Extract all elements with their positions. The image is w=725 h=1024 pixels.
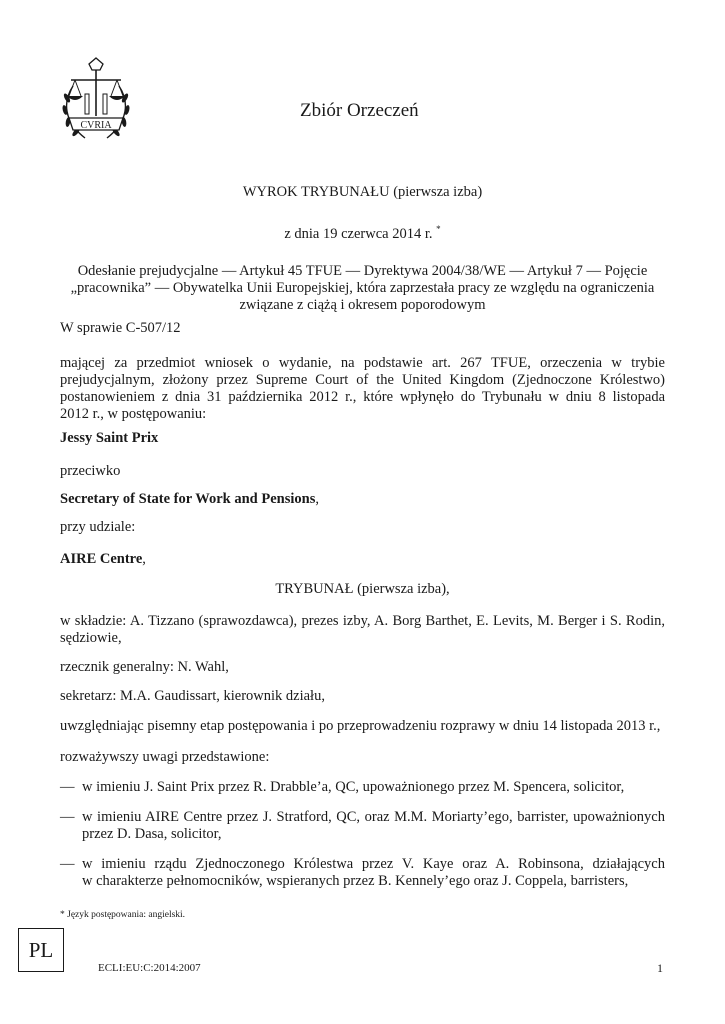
keywords-line-2: „pracownika” — Obywatelka Unii Europejskiej, która zaprzestała pracy ze względu na ograniczenia — [70, 280, 655, 296]
advocate-general: rzecznik generalny: N. Wahl, — [60, 659, 229, 675]
court-heading: TRYBUNAŁ (pierwsza izba), — [275, 581, 450, 597]
observation-line-1: w imieniu AIRE Centre przez J. Stratford, QC, oraz M.M. Moriarty’ego, barrister, upoważnionych — [82, 809, 665, 825]
list-dash: — — [60, 809, 75, 825]
registrar: sekretarz: M.A. Gaudissart, kierownik działu, — [60, 688, 325, 704]
keywords-line-1: Odesłanie prejudycjalne — Artykuł 45 TFUE — Dyrektywa 2004/38/WE — Artykuł 7 — Pojęcie — [77, 263, 648, 279]
composition-line-2: sędziowie, — [60, 630, 122, 646]
subject-line-1: mającej za przedmiot wniosek o wydanie, na podstawie art. 267 TFUE, orzeczenia w trybie — [60, 355, 665, 371]
judgment-title: WYROK TRYBUNAŁU (pierwsza izba) — [242, 184, 483, 200]
respondent — [60, 491, 665, 508]
versus-text: przeciwko — [60, 463, 121, 479]
observation-line-1: w imieniu J. Saint Prix przez R. Drabble’a, QC, upoważnionego przez M. Spencera, solicitor, — [82, 779, 625, 795]
footnote: * Język postępowania: angielski. — [60, 910, 186, 920]
observations-intro: rozważywszy uwagi przedstawione: — [60, 749, 270, 765]
subject-line-4: 2012 r., w postępowaniu: — [60, 406, 207, 422]
collection-title: Zbiór Orzeczeń — [300, 100, 419, 121]
language-code-box: PL — [18, 928, 64, 972]
observation-item — [60, 809, 665, 843]
case-reference: W sprawie C‑507/12 — [60, 320, 181, 336]
observation-line-2: przez D. Dasa, solicitor, — [82, 826, 222, 842]
observation-line-1: w imieniu rządu Zjednoczonego Królestwa przez V. Kaye oraz A. Robinsona, działających — [82, 856, 665, 872]
procedure-text: uwzględniając pisemny etap postępowania i po przeprowadzeniu rozprawy w dniu 14 listopada 2013 r., — [60, 718, 661, 734]
subject-line-2: prejudycjalnym, złożony przez Supreme Court of the United Kingdom (Zjednoczone Królestwo) — [60, 372, 665, 388]
intervener-name: AIRE Centre — [60, 551, 143, 567]
intervener — [60, 551, 665, 568]
curia-logo — [55, 56, 137, 148]
logo-text: CVRIA — [80, 120, 112, 131]
applicant-name: Jessy Saint Prix — [60, 430, 159, 446]
keywords-line-3: związane z ciążą i okresem poporodowym — [239, 297, 486, 313]
page-number: 1 — [657, 961, 663, 975]
judgment-date — [60, 221, 665, 243]
judgment-date-text: z dnia 19 czerwca 2014 r. — [284, 225, 433, 242]
subject-line-3: postanowieniem z dnia 31 października 2012 r., które wpłynęło do Trybunału w dniu 8 listopada — [60, 389, 665, 405]
ecli-identifier: ECLI:EU:C:2014:2007 — [98, 962, 201, 974]
intervener-suffix: , — [142, 551, 146, 567]
respondent-name: Secretary of State for Work and Pensions — [60, 491, 316, 507]
list-dash: — — [60, 856, 75, 872]
list-dash: — — [60, 779, 75, 795]
footnote-mark: * — [436, 224, 441, 234]
intervention-text: przy udziale: — [60, 519, 136, 535]
observation-item — [60, 779, 665, 796]
respondent-suffix: , — [315, 491, 319, 507]
observation-item — [60, 856, 665, 890]
observation-line-2: w charakterze pełnomocników, wspieranych przez B. Kennely’ego oraz J. Coppela, barristers, — [82, 873, 629, 889]
composition-line-1: w składzie: A. Tizzano (sprawozdawca), prezes izby, A. Borg Barthet, E. Levits, M. Berger i S. Rodin, — [60, 613, 665, 629]
